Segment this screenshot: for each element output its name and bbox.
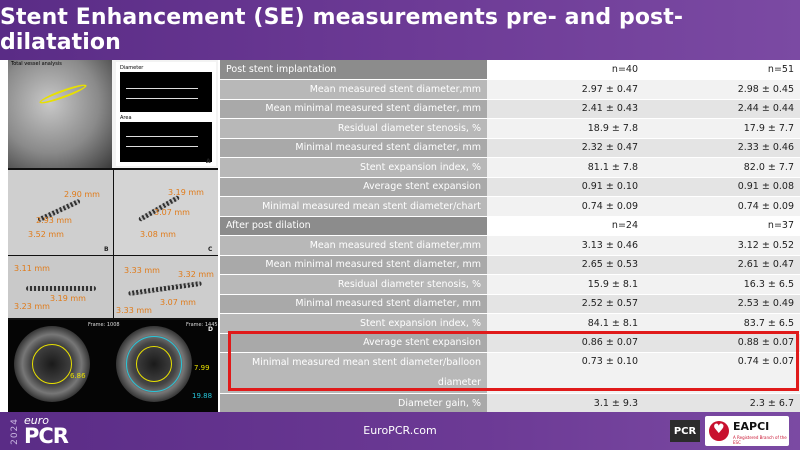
group-1-value: 0.86 ± 0.07 xyxy=(487,333,644,353)
measurement-label: 3.07 mm xyxy=(154,208,190,217)
logo-euro: euro xyxy=(24,414,49,427)
table-row xyxy=(220,158,800,178)
row-label: Mean measured stent diameter,mm xyxy=(220,236,487,256)
area-plot-label: Area xyxy=(120,115,132,121)
group-2-value: 2.3 ± 6.7 xyxy=(644,394,800,414)
row-label: Average stent expansion xyxy=(220,333,487,353)
panel-b-stent-enhancement xyxy=(8,170,113,255)
slide-header xyxy=(0,0,800,60)
row-label: After post dilation xyxy=(220,216,487,236)
oct-value-left: 6.86 xyxy=(70,372,86,380)
group-2-value: n=37 xyxy=(644,216,800,236)
angiogram-image xyxy=(8,60,112,168)
slide-title: Stent Enhancement (SE) measurements pre- and post-dilatation xyxy=(0,5,684,55)
vessel-segment xyxy=(38,82,88,107)
eapci-subtitle: A Registered Branch of the ESC xyxy=(733,435,787,445)
diameter-plot-label: Diameter xyxy=(120,65,144,71)
group-1-value: 15.9 ± 8.1 xyxy=(487,275,644,295)
row-label: Mean minimal measured stent diameter, mm xyxy=(220,99,487,119)
table-row xyxy=(220,80,800,100)
group-2-value: 82.0 ± 7.7 xyxy=(644,158,800,178)
row-label: Stent expansion index, % xyxy=(220,158,487,178)
panel-c-post-dilation xyxy=(114,256,218,318)
oct-value-right-1: 7.99 xyxy=(194,364,210,372)
panel-a-caption: Total vessel analysis xyxy=(11,61,62,67)
oct-cross-section-right xyxy=(116,326,192,402)
measurement-label: 3.08 mm xyxy=(140,230,176,239)
measurement-label: 3.11 mm xyxy=(14,264,50,273)
group-1-value: 0.73 ± 0.10 xyxy=(487,353,644,394)
panel-a-qca xyxy=(8,60,218,168)
row-label: Mean measured stent diameter,mm xyxy=(220,80,487,100)
table-row xyxy=(220,119,800,139)
group-1-value: 0.74 ± 0.09 xyxy=(487,197,644,217)
group-1-value: 2.32 ± 0.47 xyxy=(487,138,644,158)
highlight-box xyxy=(228,331,799,391)
eapci-label: EAPCI xyxy=(733,420,770,433)
panel-d-oct xyxy=(8,320,218,412)
lumen-contour xyxy=(32,344,72,384)
group-1-value: 2.41 ± 0.43 xyxy=(487,99,644,119)
row-label: Mean minimal measured stent diameter, mm xyxy=(220,255,487,275)
group-1-value: 2.97 ± 0.47 xyxy=(487,80,644,100)
group-2-value: 0.88 ± 0.07 xyxy=(644,333,800,353)
group-1-value: 3.1 ± 9.3 xyxy=(487,394,644,414)
group-1-value: 18.9 ± 7.8 xyxy=(487,119,644,139)
panel-b-post-dilation xyxy=(8,256,113,318)
footer-url: EuroPCR.com xyxy=(363,424,437,437)
group-1-value: 81.1 ± 7.8 xyxy=(487,158,644,178)
slide-footer xyxy=(0,412,800,450)
group-2-value: n=51 xyxy=(644,60,800,80)
group-1-value: n=24 xyxy=(487,216,644,236)
group-2-value: 2.44 ± 0.44 xyxy=(644,99,800,119)
group-1-value: n=40 xyxy=(487,60,644,80)
row-label: Residual diameter stenosis, % xyxy=(220,275,487,295)
panel-letter-d: D xyxy=(208,326,213,333)
panel-letter-b: B xyxy=(104,246,109,253)
group-2-value: 2.53 ± 0.49 xyxy=(644,294,800,314)
row-label: Minimal measured mean stent diameter/balloon diameter xyxy=(220,353,487,394)
row-label: Stent expansion index, % xyxy=(220,314,487,334)
measurement-label: 3.32 mm xyxy=(178,270,214,279)
table-row xyxy=(220,177,800,197)
table-row xyxy=(220,138,800,158)
measurement-label: 3.23 mm xyxy=(14,302,50,311)
measurement-label: 3.52 mm xyxy=(28,230,64,239)
panel-c-stent-enhancement xyxy=(114,170,218,255)
row-label: Minimal measured stent diameter, mm xyxy=(220,294,487,314)
row-label: Minimal measured stent diameter, mm xyxy=(220,138,487,158)
table-row xyxy=(220,275,800,295)
measurement-label: 2.93 mm xyxy=(36,216,72,225)
group-2-value: 0.74 ± 0.09 xyxy=(644,197,800,217)
measurement-label: 3.19 mm xyxy=(50,294,86,303)
row-label: Diameter gain, % xyxy=(220,394,487,414)
measurement-label: 3.19 mm xyxy=(168,188,204,197)
stent-image xyxy=(26,286,96,291)
oct-value-right-2: 19.88 xyxy=(192,392,213,400)
measurement-label: 2.90 mm xyxy=(64,190,100,199)
panel-letter-a: A xyxy=(206,158,211,165)
frame-label-right: Frame: 1445 xyxy=(186,322,218,328)
area-plot xyxy=(120,115,212,162)
measurement-label: 3.07 mm xyxy=(160,298,196,307)
eapci-logo xyxy=(705,416,789,446)
group-1-value: 0.91 ± 0.10 xyxy=(487,177,644,197)
group-2-value: 0.74 ± 0.07 xyxy=(644,353,800,394)
area-trace xyxy=(126,136,198,137)
group-2-value: 2.33 ± 0.46 xyxy=(644,138,800,158)
group-1-value: 2.52 ± 0.57 xyxy=(487,294,644,314)
table-row xyxy=(220,255,800,275)
diameter-trace xyxy=(126,88,198,89)
group-2-value: 0.91 ± 0.08 xyxy=(644,177,800,197)
row-label: Post stent implantation xyxy=(220,60,487,80)
logo-year: 2024 xyxy=(10,418,20,445)
group-2-value: 17.9 ± 7.7 xyxy=(644,119,800,139)
group-2-value: 16.3 ± 6.5 xyxy=(644,275,800,295)
logo-pcr: PCR xyxy=(24,424,68,448)
diameter-plot xyxy=(120,65,212,112)
table-row xyxy=(220,394,800,414)
lumen-contour xyxy=(136,346,172,382)
area-trace xyxy=(126,146,198,147)
group-1-value: 84.1 ± 8.1 xyxy=(487,314,644,334)
figure-panels xyxy=(8,60,218,412)
table-row xyxy=(220,99,800,119)
measurement-label: 3.33 mm xyxy=(116,306,152,315)
group-1-value: 2.65 ± 0.53 xyxy=(487,255,644,275)
pcr-badge: PCR xyxy=(670,420,700,442)
panel-letter-c: C xyxy=(208,246,213,253)
group-2-value: 83.7 ± 6.5 xyxy=(644,314,800,334)
group-1-value: 3.13 ± 0.46 xyxy=(487,236,644,256)
row-label: Average stent expansion xyxy=(220,177,487,197)
group-2-value: 3.12 ± 0.52 xyxy=(644,236,800,256)
group-2-value: 2.98 ± 0.45 xyxy=(644,80,800,100)
table-row xyxy=(220,197,800,217)
table-section-row xyxy=(220,216,800,236)
qca-plots xyxy=(116,62,216,166)
diameter-trace xyxy=(126,98,198,99)
measurement-label: 3.33 mm xyxy=(124,266,160,275)
table-row xyxy=(220,236,800,256)
row-label: Residual diameter stenosis, % xyxy=(220,119,487,139)
row-label: Minimal measured mean stent diameter/chart xyxy=(220,197,487,217)
oct-cross-section-left xyxy=(14,326,90,402)
heart-icon xyxy=(709,421,729,441)
frame-label-left: Frame: 1008 xyxy=(88,322,120,328)
stent-image xyxy=(128,281,202,296)
table-section-row xyxy=(220,60,800,80)
table-row xyxy=(220,294,800,314)
group-2-value: 2.61 ± 0.47 xyxy=(644,255,800,275)
